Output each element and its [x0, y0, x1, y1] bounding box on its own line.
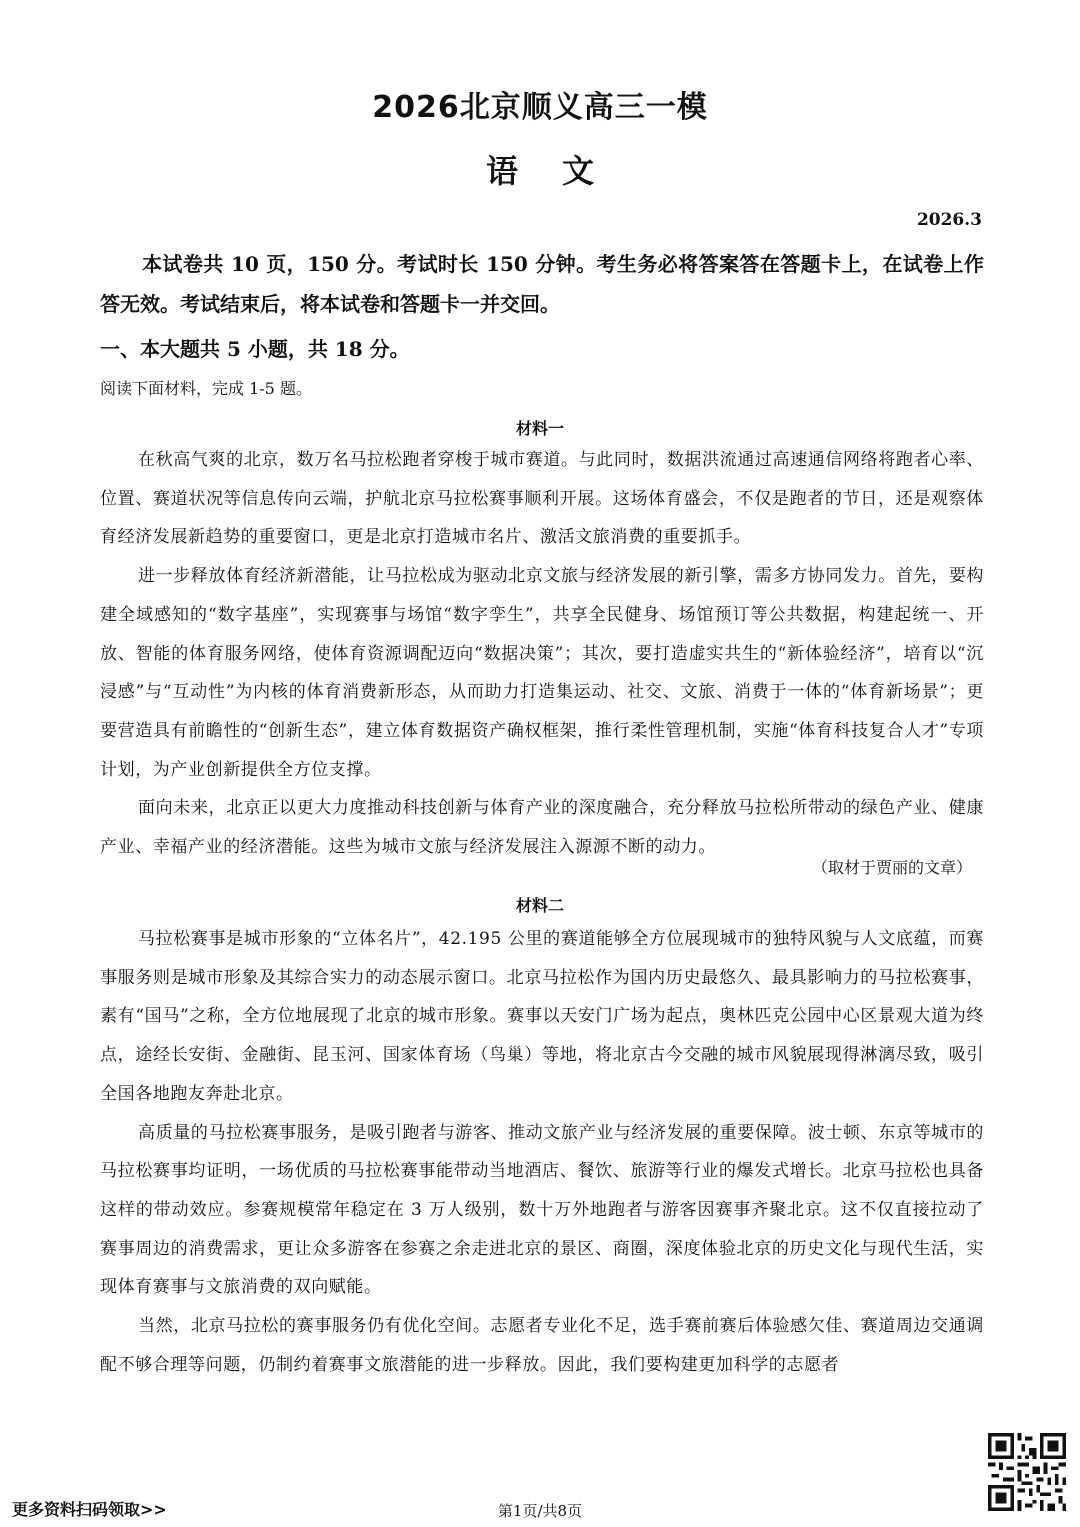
exam-notice: 本试卷共 10 页，150 分。考试时长 150 分钟。考生务必将答案答在答题卡上，在试卷上作答无效。考试结束后，将本试卷和答题卡一并交回。	[100, 252, 984, 316]
section-instruction: 阅读下面材料，完成 1-5 题。	[100, 379, 312, 398]
material-1-paragraph: 进一步释放体育经济新潜能，让马拉松成为驱动北京文旅与经济发展的新引擎，需多方协同发力。首先，要构建全域感知的“数字基座”，实现赛事与场馆“数字孪生”，共享全民健身、场馆预订等公共数据，构建起统一、开放、智能的体育服务网络，使体育资源调配迈向“数据决策”；其次，要打造虚实共生的“新体验经济”，培育以“沉浸感”与“互动性”为内核的体育消费新形态，从而助力打造集运动、社交、文旅、消费于一体的“体育新场景”；更要营造具有前瞻性的“创新生态”，建立体育数据资产确权框架，推行柔性管理机制，实施“体育科技复合人才”专项计划，为产业创新提供全方位支撑。	[100, 566, 984, 780]
exam-date: 2026.3	[916, 210, 982, 230]
material-1-paragraph: 面向未来，北京正以更大力度推动科技创新与体育产业的深度融合，充分释放马拉松所带动的绿色产业、健康产业、幸福产业的经济潜能。这些为城市文旅与经济发展注入源源不断的动力。	[100, 798, 984, 858]
material-2-title: 材料二	[515, 896, 564, 915]
material-1-title: 材料一	[515, 419, 564, 438]
material-1-paragraph: 在秋高气爽的北京，数万名马拉松跑者穿梭于城市赛道。与此同时，数据洪流通过高速通信网络将跑者心率、位置、赛道状况等信息传向云端，护航北京马拉松赛事顺利开展。这场体育盛会，不仅是跑者的节日，还是观察体育经济发展新趋势的重要窗口，更是北京打造城市名片、激活文旅消费的重要抓手。	[100, 450, 984, 548]
subject-title: 语文	[485, 152, 638, 190]
section-heading: 一、本大题共 5 小题，共 18 分。	[100, 337, 410, 361]
page-title: 2026北京顺义高三一模	[372, 90, 708, 125]
material-1-body	[100, 441, 984, 867]
material-2-paragraph: 马拉松赛事是城市形象的“立体名片”，42.195 公里的赛道能够全方位展现城市的独特风貌与人文底蕴，而赛事服务则是城市形象及其综合实力的动态展示窗口。北京马拉松作为国内历史最悠久、最具影响力的马拉松赛事，素有“国马”之称，全方位地展现了北京的城市形象。赛事以天安门广场为起点，奥林匹克公园中心区景观大道为终点，途经长安街、金融街、昆玉河、国家体育场（鸟巢）等地，将北京古今交融的城市风貌展现得淋漓尽致，吸引全国各地跑友奔赴北京。	[100, 929, 984, 1104]
page-number: 第1页/共8页	[497, 1502, 583, 1520]
promo-link[interactable]: 更多资料扫码领取>>	[12, 1500, 167, 1519]
material-2-paragraph: 当然，北京马拉松的赛事服务仍有优化空间。志愿者专业化不足，选手赛前赛后体验感欠佳、赛道周边交通调配不够合理等问题，仍制约着赛事文旅潜能的进一步释放。因此，我们要构建更加科学的志愿者	[100, 1316, 984, 1375]
material-2-paragraph: 高质量的马拉松赛事服务，是吸引跑者与游客、推动文旅产业与经济发展的重要保障。波士顿、东京等城市的马拉松赛事均证明，一场优质的马拉松赛事能带动当地酒店、餐饮、旅游等行业的爆发式增长。北京马拉松也具备这样的带动效应。参赛规模常年稳定在 3 万人级别，数十万外地跑者与游客因赛事齐聚北京。这不仅直接拉动了赛事周边的消费需求，更让众多游客在参赛之余走进北京的景区、商圈，深度体验北京的历史文化与现代生活，实现体育赛事与文旅消费的双向赋能。	[100, 1122, 984, 1298]
material-1-source: （取材于贾丽的文章）	[811, 858, 972, 877]
material-2-body	[100, 920, 984, 1384]
